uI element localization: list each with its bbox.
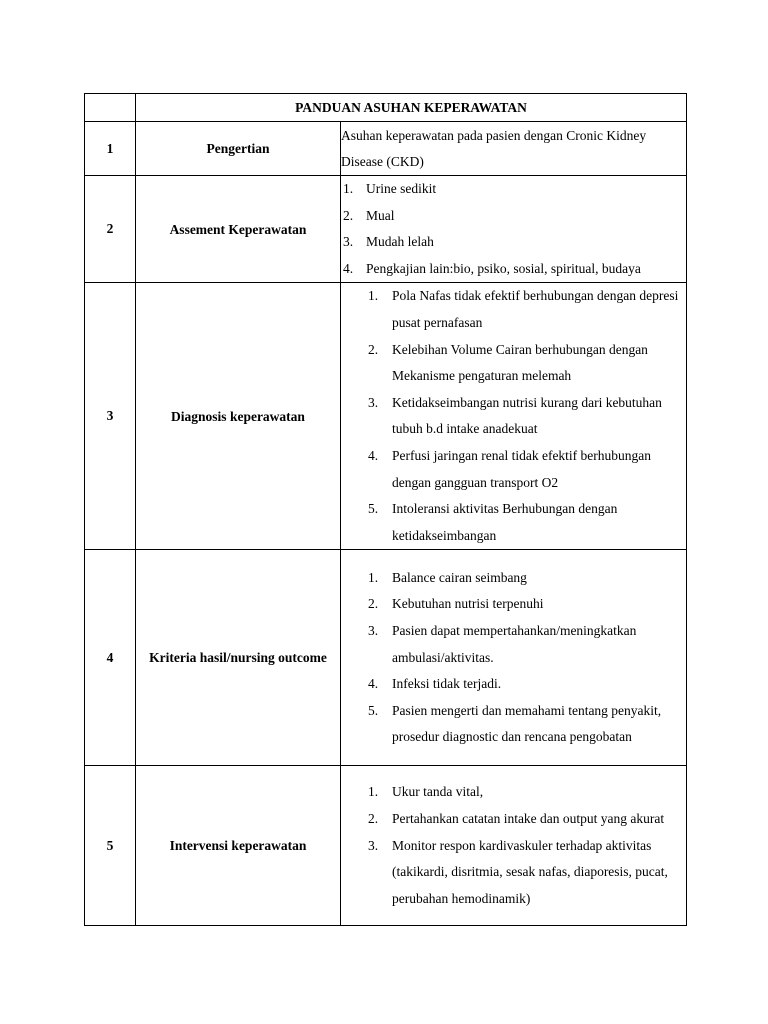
list-item: 2. Kelebihan Volume Cairan berhubungan dengan Mekanisme pengaturan melemah <box>341 337 686 390</box>
row-label: Pengertian <box>136 122 341 176</box>
care-guide-table <box>84 93 687 926</box>
row-label: Intervensi keperawatan <box>136 766 341 926</box>
list-item: 1. Ukur tanda vital, <box>341 779 686 806</box>
row-number: 5 <box>85 766 136 926</box>
row-number: 4 <box>85 550 136 766</box>
row-list-cell <box>341 283 687 550</box>
table-row <box>85 176 687 283</box>
list-item: 3. Ketidakseimbangan nutrisi kurang dari kebutuhan tubuh b.d intake anadekuat <box>341 390 686 443</box>
list-item: 2. Kebutuhan nutrisi terpenuhi <box>341 591 686 618</box>
list-item: 4. Perfusi jaringan renal tidak efektif berhubungan dengan gangguan transport O2 <box>341 443 686 496</box>
assessment-list <box>341 176 686 282</box>
table-row <box>85 550 687 766</box>
table-row <box>85 283 687 550</box>
list-item: 4. Pengkajian lain:bio, psiko, sosial, spiritual, budaya <box>341 256 686 283</box>
table-row <box>85 766 687 926</box>
table-row <box>85 122 687 176</box>
list-item: 4. Infeksi tidak terjadi. <box>341 671 686 698</box>
row-list-cell <box>341 550 687 766</box>
list-item: 1. Balance cairan seimbang <box>341 565 686 592</box>
header-empty-cell <box>85 94 136 122</box>
list-item: 5. Pasien mengerti dan memahami tentang penyakit, prosedur diagnostic dan rencana pengobatan <box>341 698 686 751</box>
list-item: 1. Urine sedikit <box>341 176 686 203</box>
diagnosis-list <box>341 283 686 549</box>
row-label: Diagnosis keperawatan <box>136 283 341 550</box>
list-item: 1. Pola Nafas tidak efektif berhubungan dengan depresi pusat pernafasan <box>341 283 686 336</box>
row-label: Assement Keperawatan <box>136 176 341 283</box>
row-number: 1 <box>85 122 136 176</box>
list-item: 3. Mudah lelah <box>341 229 686 256</box>
list-item: 2. Pertahankan catatan intake dan output yang akurat <box>341 806 686 833</box>
list-item: 5. Intoleransi aktivitas Berhubungan dengan ketidakseimbangan <box>341 496 686 549</box>
outcome-list <box>341 565 686 751</box>
row-list-cell <box>341 766 687 926</box>
list-item: 3. Pasien dapat mempertahankan/meningkatkan ambulasi/aktivitas. <box>341 618 686 671</box>
row-label: Kriteria hasil/nursing outcome <box>136 550 341 766</box>
table-title: PANDUAN ASUHAN KEPERAWATAN <box>136 94 687 122</box>
intervention-list <box>341 779 686 912</box>
list-item: 2. Mual <box>341 203 686 230</box>
list-item: 3. Monitor respon kardivaskuler terhadap aktivitas (takikardi, disritmia, sesak nafas, diaporesis, pucat, perubahan hemodinamik) <box>341 833 686 913</box>
row-description: Asuhan keperawatan pada pasien dengan Cronic Kidney Disease (CKD) <box>341 122 687 176</box>
row-number: 2 <box>85 176 136 283</box>
header-row <box>85 94 687 122</box>
row-list-cell <box>341 176 687 283</box>
row-number: 3 <box>85 283 136 550</box>
